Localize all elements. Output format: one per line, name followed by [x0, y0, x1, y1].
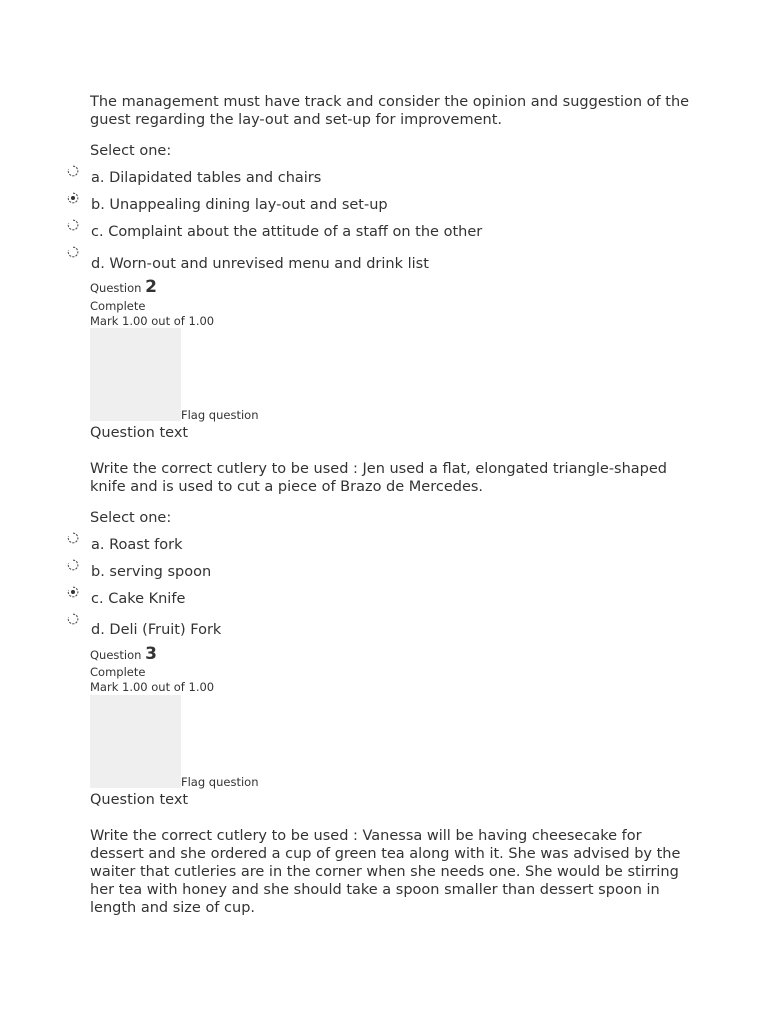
- question-2-prefix: Question: [90, 281, 142, 295]
- question-3-flag-image[interactable]: [90, 695, 181, 788]
- question-3-prefix: Question: [90, 648, 142, 662]
- question-3-status: Complete: [90, 665, 146, 679]
- question-2-mark: Mark 1.00 out of 1.00: [90, 314, 215, 328]
- question-2-status: Complete: [90, 299, 146, 313]
- question-1-option-c-label[interactable]: c. Complaint about the attitude of a staff on the other: [91, 224, 483, 240]
- question-2-option-a-label[interactable]: a. Roast fork: [91, 537, 183, 553]
- question-2-option-b-label[interactable]: b. serving spoon: [91, 564, 212, 580]
- question-2-number: 2: [145, 277, 157, 297]
- question-1-option-d-label[interactable]: d. Worn-out and unrevised menu and drink list: [91, 256, 429, 272]
- radio-checked-icon: [67, 192, 79, 204]
- question-1-option-b-label[interactable]: b. Unappealing dining lay-out and set-up: [91, 197, 388, 213]
- question-1-option-a-radio[interactable]: [67, 165, 79, 177]
- question-2-heading: [90, 277, 157, 297]
- question-2-flag-image[interactable]: [90, 328, 181, 421]
- question-1-option-d-radio[interactable]: [67, 246, 79, 258]
- radio-unchecked-icon: [67, 532, 79, 544]
- question-1-select-one: Select one:: [90, 143, 172, 159]
- question-1-option-b-radio[interactable]: [67, 192, 79, 204]
- question-2-option-a-radio[interactable]: [67, 532, 79, 544]
- radio-unchecked-icon: [67, 613, 79, 625]
- question-1-option-c-radio[interactable]: [67, 219, 79, 231]
- question-2-option-b-radio[interactable]: [67, 559, 79, 571]
- radio-unchecked-icon: [67, 559, 79, 571]
- radio-checked-icon: [67, 586, 79, 598]
- question-3-text-heading: Question text: [90, 792, 189, 808]
- question-2-flag-question-link[interactable]: Flag question: [181, 408, 259, 422]
- radio-unchecked-icon: [67, 219, 79, 231]
- question-2-option-d-label[interactable]: d. Deli (Fruit) Fork: [91, 622, 222, 638]
- radio-unchecked-icon: [67, 165, 79, 177]
- question-2-option-d-radio[interactable]: [67, 613, 79, 625]
- question-2-text: Write the correct cutlery to be used : Jen used a flat, elongated triangle-shaped knife and is used to cut a piece of Brazo de Mercedes.: [90, 461, 668, 495]
- radio-unchecked-icon: [67, 246, 79, 258]
- question-3-mark: Mark 1.00 out of 1.00: [90, 680, 215, 694]
- question-3-number: 3: [145, 644, 157, 664]
- question-2-select-one: Select one:: [90, 510, 172, 526]
- question-3-text: Write the correct cutlery to be used : Vanessa will be having cheesecake for dessert and she ordered a cup of green tea along with it. She was advised by the waiter that cutleries are in the corner when she needs one. She would be stirring her tea with honey and she should take a spoon smaller than dessert spoon in length and size of cup.: [90, 828, 681, 916]
- question-3-flag-question-link[interactable]: Flag question: [181, 775, 259, 789]
- question-1-text: The management must have track and consider the opinion and suggestion of the guest regarding the lay-out and set-up for improvement.: [90, 94, 690, 128]
- question-3-heading: [90, 644, 157, 664]
- question-2-option-c-radio[interactable]: [67, 586, 79, 598]
- question-1-option-a-label[interactable]: a. Dilapidated tables and chairs: [91, 170, 322, 186]
- question-2-option-c-label[interactable]: c. Cake Knife: [91, 591, 186, 607]
- question-2-text-heading: Question text: [90, 425, 189, 441]
